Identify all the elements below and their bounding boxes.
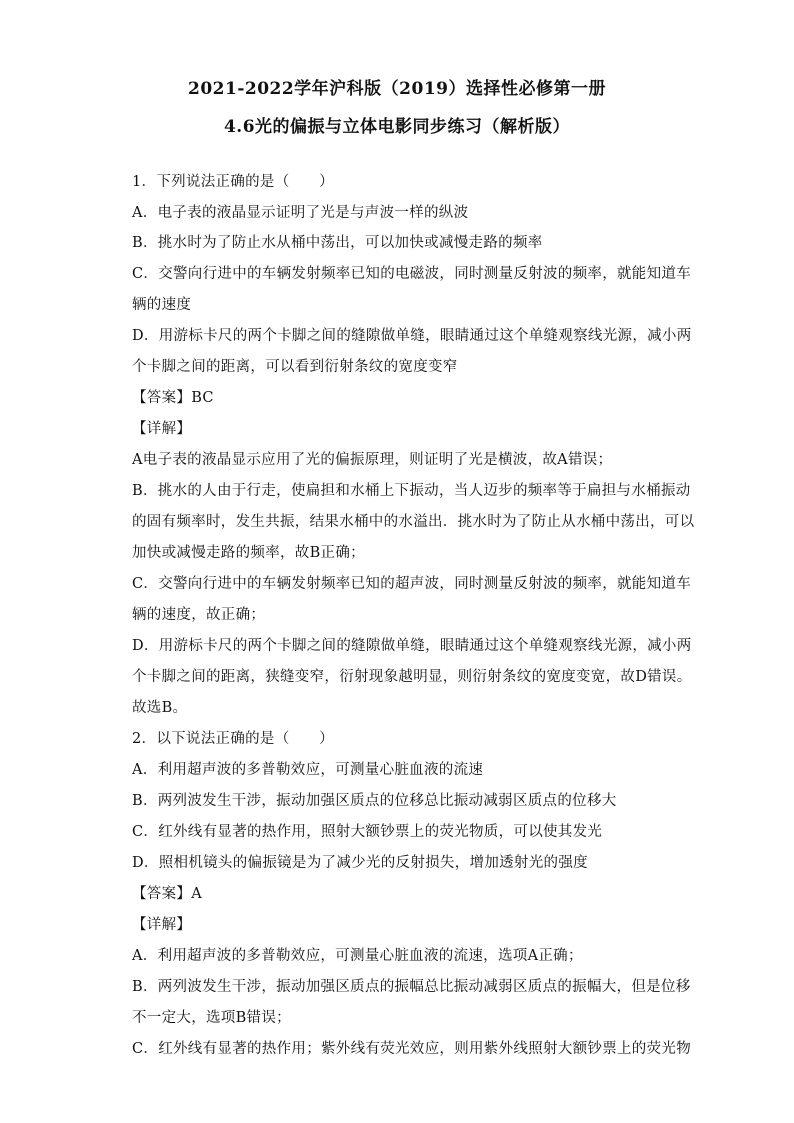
q2-answer: 【答案】A bbox=[132, 886, 202, 902]
q1-explanation-line: D．用游标卡尺的两个卡脚之间的缝隙做单缝，眼睛通过这个单缝观察线光源，减小两 bbox=[132, 638, 692, 654]
q1-explanation-line: 辆的速度，故正确； bbox=[132, 607, 266, 623]
q1-explanation-line: C．交警向行进中的车辆发射频率已知的超声波，同时测量反射波的频率，就能知道车 bbox=[132, 576, 691, 592]
q1-option-b: B．挑水时为了防止水从桶中荡出，可以加快或减慢走路的频率 bbox=[132, 235, 543, 251]
q1-explanation-line: 个卡脚之间的距离，狭缝变窄，衍射现象越明显，则衍射条纹的宽度变宽，故D错误。 bbox=[132, 669, 692, 685]
q1-explanation-heading: 【详解】 bbox=[132, 421, 192, 437]
q1-explanation-line: 加快或减慢走路的频率，故B正确； bbox=[132, 545, 365, 561]
document-title: 2021-2022学年沪科版（2019）选择性必修第一册 bbox=[188, 79, 606, 99]
question-1-stem: 1．下列说法正确的是（ ） bbox=[132, 174, 334, 190]
q2-option-d: D．照相机镜头的偏振镜是为了减少光的反射损失，增加透射光的强度 bbox=[132, 855, 588, 871]
q1-explanation-line: A电子表的液晶显示应用了光的偏振原理，则证明了光是横波，故A错误； bbox=[132, 452, 613, 468]
q1-answer: 【答案】BC bbox=[132, 390, 214, 406]
q2-option-c: C．红外线有显著的热作用，照射大额钞票上的荧光物质，可以使其发光 bbox=[132, 824, 603, 840]
q2-explanation-line: B．两列波发生干涉，振动加强区质点的振幅总比振动减弱区质点的振幅大，但是位移 bbox=[132, 979, 691, 995]
q2-option-b: B．两列波发生干涉，振动加强区质点的位移总比振动减弱区质点的位移大 bbox=[132, 793, 617, 809]
question-2-stem: 2．以下说法正确的是（ ） bbox=[132, 731, 334, 747]
q1-option-a: A．电子表的液晶显示证明了光是与声波一样的纵波 bbox=[132, 205, 469, 221]
q1-option-d: D．用游标卡尺的两个卡脚之间的缝隙做单缝，眼睛通过这个单缝观察线光源，减小两 bbox=[132, 328, 692, 344]
document-subtitle: 4.6光的偏振与立体电影同步练习（解析版） bbox=[223, 117, 571, 137]
q1-option-c: C．交警向行进中的车辆发射频率已知的电磁波，同时测量反射波的频率，就能知道车 bbox=[132, 266, 691, 282]
q2-explanation-heading: 【详解】 bbox=[132, 917, 192, 933]
q1-explanation-line: B．挑水的人由于行走，使扁担和水桶上下振动，当人迈步的频率等于扁担与水桶振动 bbox=[132, 483, 691, 499]
q1-option-d-cont: 个卡脚之间的距离，可以看到衍射条纹的宽度变窄 bbox=[132, 359, 458, 375]
q1-option-c-cont: 辆的速度 bbox=[132, 297, 192, 313]
q2-explanation-line: C．红外线有显著的热作用；紫外线有荧光效应，则用紫外线照射大额钞票上的荧光物 bbox=[132, 1041, 691, 1057]
q2-explanation-line: A．利用超声波的多普勒效应，可测量心脏血液的流速，选项A正确； bbox=[132, 948, 583, 964]
q2-option-a: A．利用超声波的多普勒效应，可测量心脏血液的流速 bbox=[132, 762, 484, 778]
q1-explanation-line: 的固有频率时，发生共振，结果水桶中的水溢出．挑水时为了防止从水桶中荡出，可以 bbox=[132, 514, 695, 530]
q2-explanation-line: 不一定大，选项B错误； bbox=[132, 1010, 291, 1026]
q1-conclusion: 故选B。 bbox=[132, 700, 188, 716]
